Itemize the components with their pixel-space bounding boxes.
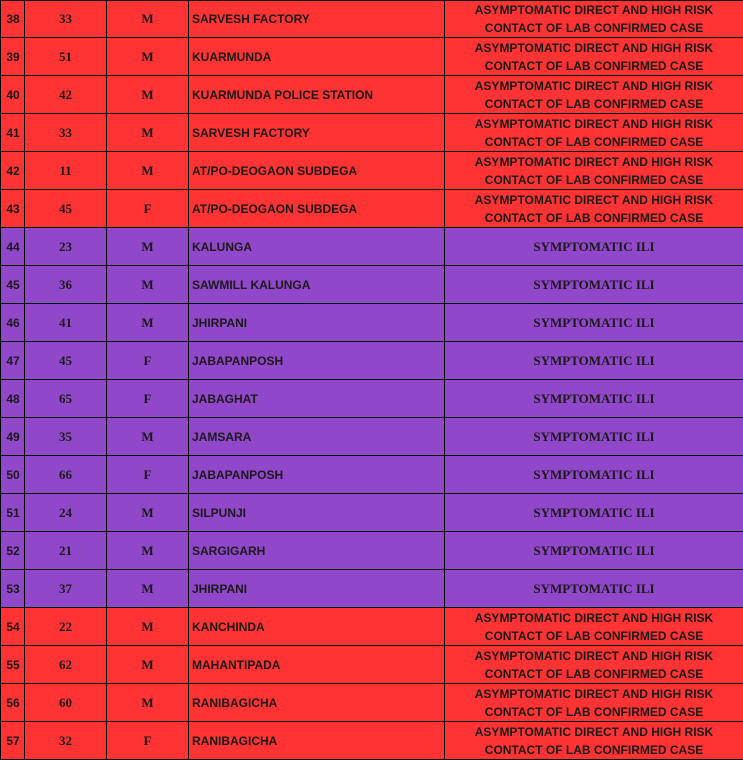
category-cell: ASYMPTOMATIC DIRECT AND HIGH RISK CONTACT OF LAB CONFIRMED CASE xyxy=(445,646,743,684)
category-cell: SYMPTOMATIC ILI xyxy=(445,228,743,266)
address-cell: AT/PO-DEOGAON SUBDEGA xyxy=(189,152,445,190)
serial-number-cell: 39 xyxy=(1,38,25,76)
serial-number-cell: 52 xyxy=(1,532,25,570)
age-cell: 36 xyxy=(25,266,107,304)
age-cell: 21 xyxy=(25,532,107,570)
sex-cell: F xyxy=(107,456,189,494)
table-row xyxy=(1,228,743,266)
age-cell: 35 xyxy=(25,418,107,456)
category-cell: SYMPTOMATIC ILI xyxy=(445,380,743,418)
table-row xyxy=(1,684,743,722)
serial-number-cell: 53 xyxy=(1,570,25,608)
sex-cell: M xyxy=(107,608,189,646)
category-cell: ASYMPTOMATIC DIRECT AND HIGH RISK CONTACT OF LAB CONFIRMED CASE xyxy=(445,608,743,646)
sex-cell: F xyxy=(107,190,189,228)
table-row xyxy=(1,532,743,570)
sex-cell: M xyxy=(107,646,189,684)
category-cell: ASYMPTOMATIC DIRECT AND HIGH RISK CONTACT OF LAB CONFIRMED CASE xyxy=(445,152,743,190)
address-cell: KUARMUNDA xyxy=(189,38,445,76)
address-cell: AT/PO-DEOGAON SUBDEGA xyxy=(189,190,445,228)
address-cell: JABAPANPOSH xyxy=(189,456,445,494)
age-cell: 45 xyxy=(25,342,107,380)
serial-number-cell: 50 xyxy=(1,456,25,494)
age-cell: 11 xyxy=(25,152,107,190)
serial-number-cell: 51 xyxy=(1,494,25,532)
serial-number-cell: 54 xyxy=(1,608,25,646)
serial-number-cell: 38 xyxy=(1,1,25,38)
sex-cell: M xyxy=(107,570,189,608)
serial-number-cell: 48 xyxy=(1,380,25,418)
case-table-body xyxy=(1,1,743,760)
address-cell: JABAGHAT xyxy=(189,380,445,418)
address-cell: JABAPANPOSH xyxy=(189,342,445,380)
address-cell: KANCHINDA xyxy=(189,608,445,646)
serial-number-cell: 41 xyxy=(1,114,25,152)
serial-number-cell: 45 xyxy=(1,266,25,304)
age-cell: 37 xyxy=(25,570,107,608)
table-row xyxy=(1,380,743,418)
category-cell: ASYMPTOMATIC DIRECT AND HIGH RISK CONTACT OF LAB CONFIRMED CASE xyxy=(445,114,743,152)
table-row xyxy=(1,494,743,532)
address-cell: JHIRPANI xyxy=(189,304,445,342)
sex-cell: M xyxy=(107,532,189,570)
age-cell: 41 xyxy=(25,304,107,342)
age-cell: 66 xyxy=(25,456,107,494)
category-cell: SYMPTOMATIC ILI xyxy=(445,494,743,532)
table-row xyxy=(1,152,743,190)
table-row xyxy=(1,722,743,760)
table-row xyxy=(1,456,743,494)
sex-cell: M xyxy=(107,494,189,532)
address-cell: JHIRPANI xyxy=(189,570,445,608)
table-row xyxy=(1,570,743,608)
serial-number-cell: 49 xyxy=(1,418,25,456)
category-cell: SYMPTOMATIC ILI xyxy=(445,304,743,342)
age-cell: 24 xyxy=(25,494,107,532)
age-cell: 51 xyxy=(25,38,107,76)
table-row xyxy=(1,1,743,38)
sex-cell: M xyxy=(107,1,189,38)
address-cell: RANIBAGICHA xyxy=(189,722,445,760)
address-cell: SARVESH FACTORY xyxy=(189,114,445,152)
address-cell: MAHANTIPADA xyxy=(189,646,445,684)
table-row xyxy=(1,114,743,152)
serial-number-cell: 46 xyxy=(1,304,25,342)
table-row xyxy=(1,76,743,114)
address-cell: SAWMILL KALUNGA xyxy=(189,266,445,304)
category-cell: ASYMPTOMATIC DIRECT AND HIGH RISK CONTACT OF LAB CONFIRMED CASE xyxy=(445,76,743,114)
sex-cell: M xyxy=(107,114,189,152)
sex-cell: M xyxy=(107,418,189,456)
sex-cell: M xyxy=(107,152,189,190)
category-cell: SYMPTOMATIC ILI xyxy=(445,266,743,304)
address-cell: KUARMUNDA POLICE STATION xyxy=(189,76,445,114)
serial-number-cell: 55 xyxy=(1,646,25,684)
age-cell: 22 xyxy=(25,608,107,646)
table-row xyxy=(1,304,743,342)
category-cell: ASYMPTOMATIC DIRECT AND HIGH RISK CONTACT OF LAB CONFIRMED CASE xyxy=(445,190,743,228)
age-cell: 65 xyxy=(25,380,107,418)
age-cell: 32 xyxy=(25,722,107,760)
sex-cell: M xyxy=(107,228,189,266)
category-cell: SYMPTOMATIC ILI xyxy=(445,456,743,494)
sex-cell: M xyxy=(107,76,189,114)
sex-cell: M xyxy=(107,304,189,342)
sex-cell: F xyxy=(107,380,189,418)
age-cell: 33 xyxy=(25,1,107,38)
serial-number-cell: 43 xyxy=(1,190,25,228)
age-cell: 23 xyxy=(25,228,107,266)
address-cell: SARVESH FACTORY xyxy=(189,1,445,38)
table-row xyxy=(1,190,743,228)
sex-cell: F xyxy=(107,722,189,760)
serial-number-cell: 44 xyxy=(1,228,25,266)
category-cell: ASYMPTOMATIC DIRECT AND HIGH RISK CONTACT OF LAB CONFIRMED CASE xyxy=(445,38,743,76)
address-cell: JAMSARA xyxy=(189,418,445,456)
age-cell: 45 xyxy=(25,190,107,228)
category-cell: SYMPTOMATIC ILI xyxy=(445,418,743,456)
category-cell: SYMPTOMATIC ILI xyxy=(445,342,743,380)
serial-number-cell: 56 xyxy=(1,684,25,722)
age-cell: 42 xyxy=(25,76,107,114)
table-row xyxy=(1,608,743,646)
sex-cell: F xyxy=(107,342,189,380)
table-row xyxy=(1,342,743,380)
serial-number-cell: 57 xyxy=(1,722,25,760)
category-cell: ASYMPTOMATIC DIRECT AND HIGH RISK CONTACT OF LAB CONFIRMED CASE xyxy=(445,722,743,760)
serial-number-cell: 47 xyxy=(1,342,25,380)
address-cell: RANIBAGICHA xyxy=(189,684,445,722)
category-cell: SYMPTOMATIC ILI xyxy=(445,570,743,608)
table-row xyxy=(1,38,743,76)
table-row xyxy=(1,646,743,684)
table-row xyxy=(1,266,743,304)
category-cell: SYMPTOMATIC ILI xyxy=(445,532,743,570)
address-cell: SARGIGARH xyxy=(189,532,445,570)
age-cell: 60 xyxy=(25,684,107,722)
sex-cell: M xyxy=(107,684,189,722)
table-row xyxy=(1,418,743,456)
age-cell: 62 xyxy=(25,646,107,684)
address-cell: SILPUNJI xyxy=(189,494,445,532)
category-cell: ASYMPTOMATIC DIRECT AND HIGH RISK CONTACT OF LAB CONFIRMED CASE xyxy=(445,1,743,38)
category-cell: ASYMPTOMATIC DIRECT AND HIGH RISK CONTACT OF LAB CONFIRMED CASE xyxy=(445,684,743,722)
serial-number-cell: 40 xyxy=(1,76,25,114)
age-cell: 33 xyxy=(25,114,107,152)
sex-cell: M xyxy=(107,266,189,304)
serial-number-cell: 42 xyxy=(1,152,25,190)
address-cell: KALUNGA xyxy=(189,228,445,266)
sex-cell: M xyxy=(107,38,189,76)
